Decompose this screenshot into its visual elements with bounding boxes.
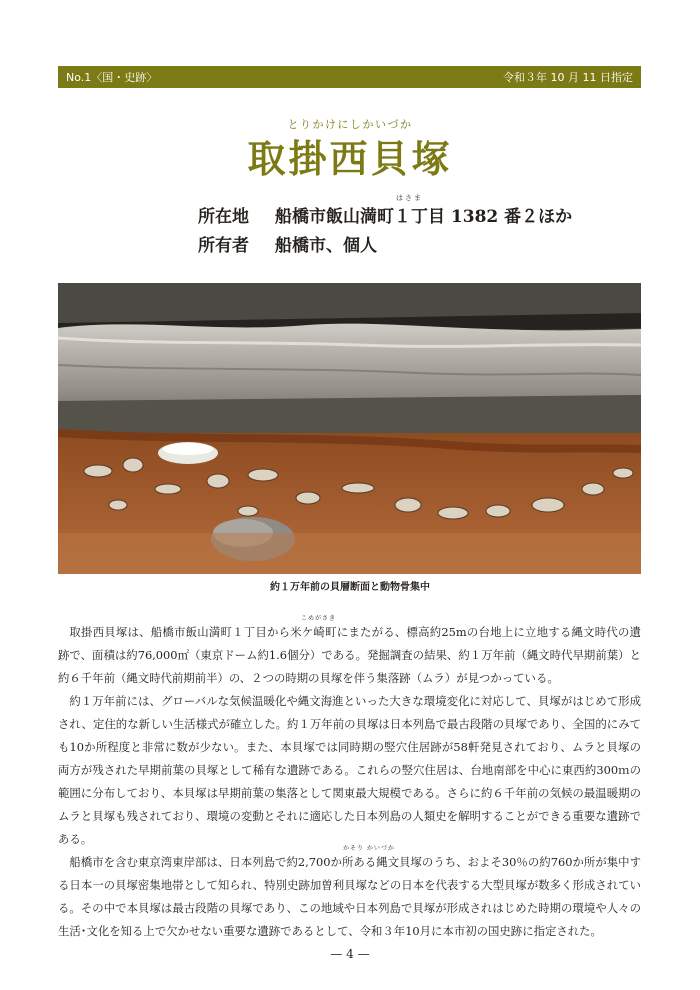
location-label: 所在地 — [198, 207, 249, 227]
komegasaki-ruby: こめがさき — [301, 615, 337, 622]
owner-label: 所有者 — [198, 236, 249, 256]
body-text — [58, 621, 641, 943]
title-ruby: とりかけにしかいづか — [287, 118, 413, 131]
page-number: — 4 — — [330, 947, 370, 961]
owner-value: 船橋市、個人 — [275, 236, 377, 256]
shell-layer-photo — [58, 283, 641, 574]
paragraph-3: 船橋市を含む東京湾東岸部は、日本列島で約2,700か所ある縄文貝塚のうち、およそ30％の約760か所が集中する日本一の貝塚密集地帯として知られ、特別史跡加曽利貝塚などの日本を代表する大型貝塚が数多く形成されている。その中で本貝塚は最古段階の貝塚であり、この地域や日本列島で貝塚が形成されはじめた時期の環境や人々の生活･文化を知る上で欠かせない重要な遺跡であるとして、令和３年10月に本市初の国史跡に指定された。 — [58, 855, 641, 938]
location-ruby: はさま — [396, 194, 423, 202]
site-number-label: No.1〈国・史跡〉 — [66, 71, 158, 84]
location-row — [198, 202, 572, 227]
paragraph-2: 約１万年前には、グローバルな気候温暖化や縄文海進といった大きな環境変化に対応して、貝塚がはじめて形成され、定住的な新しい生活様式が確立した。約１万年前の貝塚は日本列島で最古段階の貝塚であり、全国的にみても10か所程度と非常に数が少ない。また、本貝塚では同時期の竪穴住居跡が58軒発見されており、ムラと貝塚の両方が残された早期前葉の貝塚として稀有な遺跡である。これらの竪穴住居は、台地南部を中心に東西約300ｍの範囲に分布しており、本貝塚は早期前葉の集落として関東最大規模である。さらに約６千年前の気候の最温暖期のムラと貝塚も残されており、環境の変動とそれに適応した日本列島の人類史を解明することができる重要な遺跡である。 — [58, 694, 641, 846]
page-title: 取掛西貝塚 — [247, 136, 453, 181]
kasori-ruby: かそり かいづか — [343, 845, 395, 852]
owner-row — [198, 231, 377, 256]
photo-caption: 約１万年前の貝層断面と動物骨集中 — [270, 582, 430, 593]
header-bar — [58, 66, 641, 88]
designation-date: 令和３年 10 月 11 日指定 — [503, 71, 633, 84]
location-value: 船橋市飯山満町１丁目 1382 番２ほか — [275, 207, 573, 227]
paragraph-1: 取掛西貝塚は、船橋市飯山満町１丁目から米ケ崎町にまたがる、標高約25mの台地上に立地する縄文時代の遺跡で、面積は約76,000㎡（東京ドーム約1.6個分）である。発掘調査の結果、約１万年前（縄文時代早期前葉）と約６千年前（縄文時代前期前半）の、２つの時期の貝塚を伴う集落跡（ムラ）が見つかっている。 — [58, 625, 641, 685]
